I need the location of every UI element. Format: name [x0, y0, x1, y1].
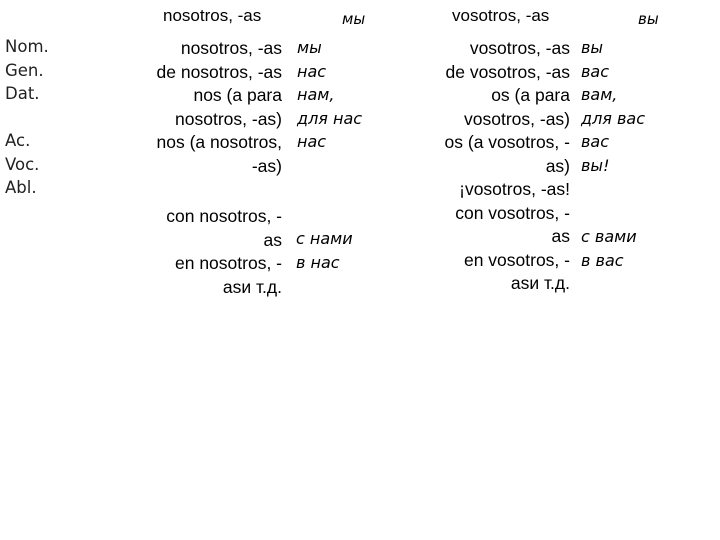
vosotros-ru: в вас	[581, 250, 624, 270]
nosotros-ru: нас	[297, 132, 327, 151]
nosotros-form: de nosotros, -as	[156, 61, 282, 82]
nosotros-ru: мы	[297, 38, 322, 57]
vosotros-ru: вы	[581, 38, 604, 57]
vosotros-form: as	[551, 226, 570, 246]
nosotros-form: asи т.д.	[222, 276, 282, 297]
nosotros-ru: с нами	[296, 229, 353, 248]
header-nosotros: nosotros, -as	[163, 6, 262, 25]
nosotros-ru: нас	[297, 61, 327, 81]
vosotros-form: os (a vosotros, -	[444, 132, 570, 152]
nosotros-ru-block1	[297, 36, 362, 154]
vosotros-ru-block2	[581, 225, 637, 272]
nosotros-form: nosotros, -as	[180, 38, 282, 58]
vosotros-form: de vosotros, -as	[445, 61, 570, 82]
nosotros-form: con nosotros, -	[166, 206, 282, 226]
case-dat: Dat.	[5, 84, 40, 103]
case-labels-group2	[5, 129, 39, 200]
vosotros-form: en vosotros, -	[463, 249, 570, 270]
nosotros-form: nos (a para	[193, 85, 282, 105]
vosotros-ru: для вас	[581, 108, 646, 128]
vosotros-form: ¡vosotros, -as!	[459, 179, 570, 199]
vosotros-ru-block1	[581, 36, 645, 177]
case-labels-group1	[5, 35, 49, 106]
nosotros-forms-block1	[157, 37, 282, 178]
vosotros-forms	[445, 37, 570, 296]
nosotros-form: -as)	[251, 155, 282, 176]
case-abl: Abl.	[5, 178, 37, 197]
vosotros-ru: вас	[581, 61, 610, 81]
nosotros-form: nosotros, -as)	[175, 108, 282, 129]
vosotros-ru: с вами	[581, 227, 637, 246]
vosotros-form: vosotros, -as	[469, 38, 570, 58]
nosotros-forms-block2	[166, 205, 282, 299]
nosotros-ru: для нас	[297, 108, 363, 128]
case-nom: Nom.	[5, 37, 49, 56]
vosotros-ru: вы!	[581, 155, 610, 175]
nosotros-form: nos (a nosotros,	[156, 132, 282, 152]
nosotros-ru-block2	[296, 227, 353, 274]
vosotros-form: con vosotros, -	[455, 202, 570, 223]
vosotros-form: asи т.д.	[510, 273, 570, 293]
case-gen: Gen.	[5, 60, 44, 80]
vosotros-form: vosotros, -as)	[464, 108, 570, 129]
nosotros-ru: нам,	[297, 85, 335, 104]
vosotros-ru: вам,	[581, 85, 618, 104]
case-ac: Ac.	[5, 131, 31, 150]
nosotros-form: as	[263, 229, 282, 250]
nosotros-form: en nosotros, -	[175, 253, 282, 273]
header-vosotros: vosotros, -as	[452, 6, 550, 25]
header-vosotros-ru: вы	[638, 10, 659, 28]
vosotros-ru: вас	[581, 132, 610, 151]
header-nosotros-ru: мы	[342, 10, 366, 28]
vosotros-form: os (a para	[491, 85, 570, 105]
nosotros-ru: в нас	[296, 252, 340, 272]
vosotros-form: as)	[545, 155, 570, 176]
case-voc: Voc.	[5, 154, 40, 174]
